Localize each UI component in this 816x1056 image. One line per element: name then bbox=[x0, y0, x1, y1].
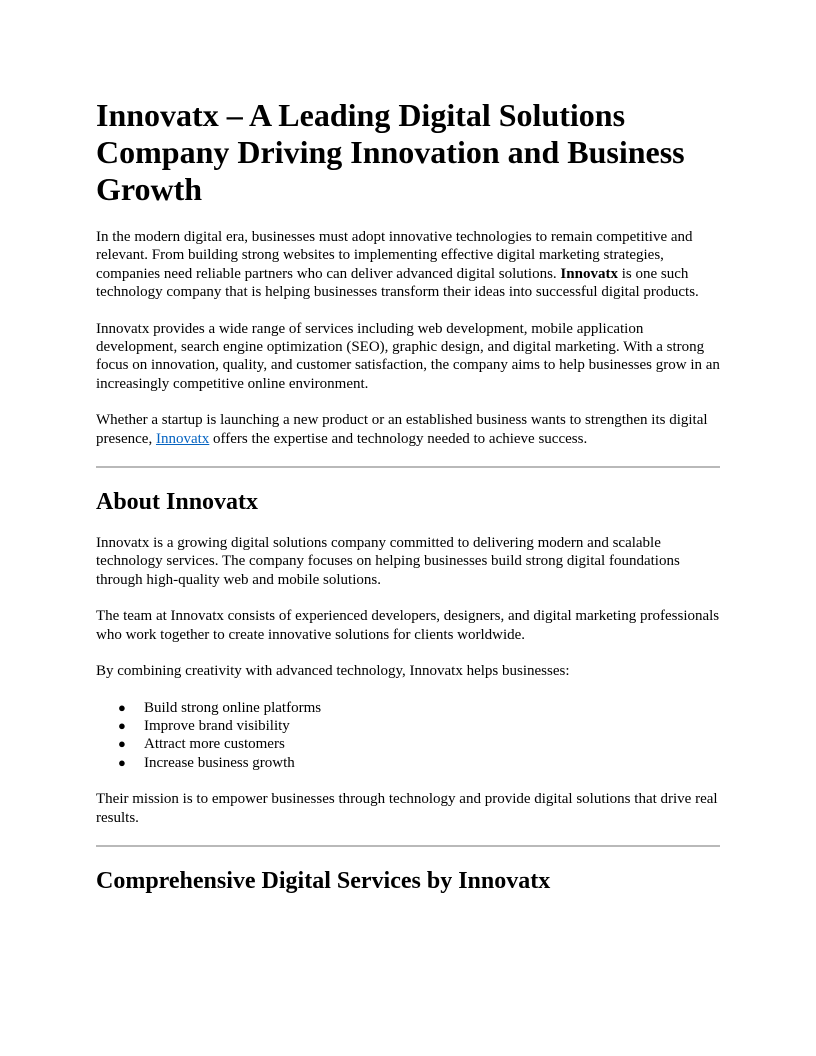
about-paragraph-2: The team at Innovatx consists of experienced developers, designers, and digital marketing professionals who work together to create innovative solutions for clients worldwide. bbox=[96, 608, 720, 643]
bullet-dot-icon: ● bbox=[118, 717, 126, 733]
list-item-text: Improve brand visibility bbox=[144, 717, 290, 734]
bullet-dot-icon: ● bbox=[118, 754, 126, 770]
about-paragraph-1: Innovatx is a growing digital solutions company committed to delivering modern and scalable technology services. The company focuses on helping businesses build strong digital foundations through high-quality web and mobile solutions. bbox=[96, 535, 680, 588]
about-benefits-list bbox=[96, 699, 720, 773]
list-item bbox=[96, 699, 720, 717]
intro-paragraph-3-start: Whether a startup is launching a new product or an established business wants to strengthen its digital presence, bbox=[96, 412, 708, 447]
intro-paragraph-1-text: In the modern digital era, businesses must adopt innovative technologies to remain competitive and relevant. From building strong websites to implementing effective digital marketing strategies, companies need reliable partners who can deliver advanced digital solutions. bbox=[96, 229, 693, 282]
intro-paragraph-2: Innovatx provides a wide range of services including web development, mobile application development, search engine optimization (SEO), graphic design, and digital marketing. With a strong focus on innovation, quality, and customer satisfaction, the company aims to help businesses grow in an increasingly competitive online environment. bbox=[96, 320, 720, 392]
list-item-text: Build strong online platforms bbox=[144, 699, 322, 716]
list-item bbox=[96, 735, 720, 753]
about-paragraph-4: Their mission is to empower businesses through technology and provide digital solutions that drive real results. bbox=[96, 791, 718, 826]
intro-brand-name: Innovatx bbox=[560, 265, 618, 282]
list-item bbox=[96, 717, 720, 735]
services-heading: Comprehensive Digital Services by Innovatx bbox=[96, 867, 551, 894]
list-item bbox=[96, 754, 720, 772]
page-title: Innovatx – A Leading Digital Solutions Company Driving Innovation and Business Growth bbox=[96, 97, 685, 207]
intro-paragraph-1 bbox=[96, 228, 720, 302]
innovatx-link[interactable]: Innovatx bbox=[155, 430, 210, 447]
bullet-dot-icon: ● bbox=[118, 736, 126, 752]
section-divider-2 bbox=[96, 845, 720, 847]
list-item-text: Increase business growth bbox=[144, 754, 295, 771]
intro-paragraph-3-end: offers the expertise and technology needed to achieve success. bbox=[213, 430, 588, 447]
bullet-dot-icon: ● bbox=[118, 699, 126, 715]
intro-paragraph-1-rest: is one such technology company that is helping businesses transform their ideas into successful digital products. bbox=[96, 265, 699, 301]
about-heading: About Innovatx bbox=[96, 489, 259, 516]
about-paragraph-3: By combining creativity with advanced technology, Innovatx helps businesses: bbox=[96, 663, 570, 680]
intro-paragraph-3 bbox=[96, 411, 720, 448]
section-divider-1 bbox=[96, 466, 720, 468]
list-item-text: Attract more customers bbox=[144, 736, 285, 753]
document-page bbox=[96, 0, 720, 895]
